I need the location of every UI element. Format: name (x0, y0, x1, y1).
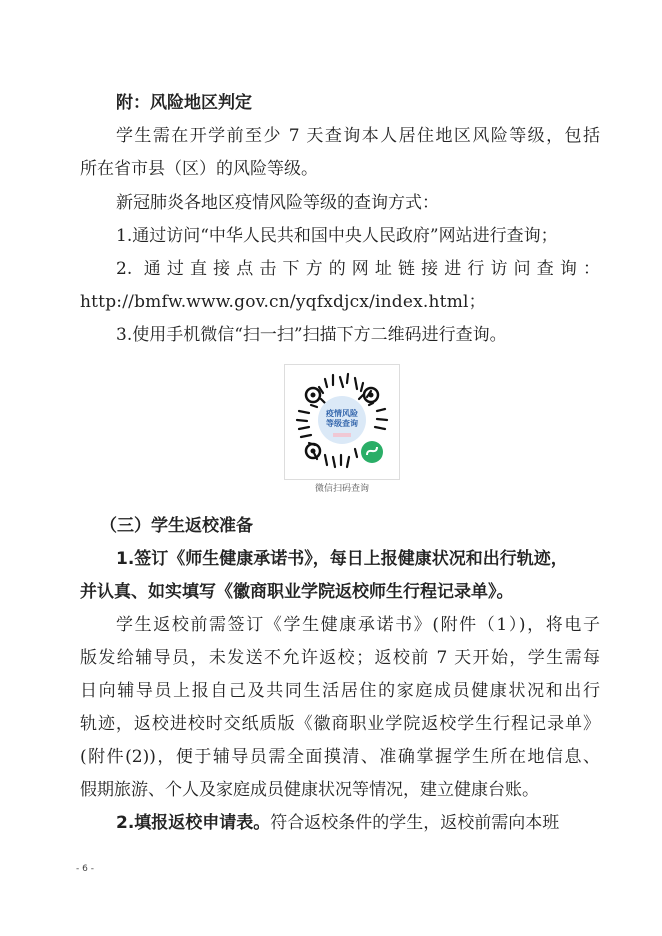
section3-item2-title: 2.填报返校申请表。 (116, 813, 271, 833)
appendix-heading: 附：风险地区判定 (116, 93, 252, 113)
appendix-para2: 新冠肺炎各地区疫情风险等级的查询方式： (116, 193, 439, 213)
svg-text:疫情风险: 疫情风险 (326, 409, 358, 418)
section3-para-line: (附件(2))，便于辅导员需全面摸清、准确掌握学生所在地信息、 (80, 747, 600, 767)
section3-para-line: 日向辅导员上报自己及共同生活居住的家庭成员健康状况和出行 (80, 681, 600, 701)
appendix-para1-line1: 学生需在开学前至少 7 天查询本人居住地区风险等级，包括 (116, 126, 600, 146)
appendix-item1: 1.通过访问“中华人民共和国中央人民政府”网站进行查询； (116, 226, 558, 246)
section3-item1-line1: 1.签订《师生健康承诺书》，每日上报健康状况和出行轨迹， (116, 549, 568, 569)
section3-para-line: 假期旅游、个人及家庭成员健康状况等情况，建立健康台账。 (80, 780, 539, 800)
page-number: - 6 - (76, 864, 94, 874)
section3-para-line: 版发给辅导员，未发送不允许返校；返校前 7 天开始，学生需每 (80, 648, 600, 668)
appendix-para1-line2: 所在省市县（区）的风险等级。 (80, 159, 318, 179)
section3-item1-line2: 并认真、如实填写《徽商职业学院返校师生行程记录单》。 (80, 582, 514, 602)
section3-item2-text: 符合返校条件的学生，返校前需向本班 (270, 813, 560, 833)
query-url-link[interactable]: http://bmfw.www.gov.cn/yqfxdjcx/index.html； (80, 292, 486, 312)
section3-heading: （三）学生返校准备 (100, 516, 253, 536)
appendix-item3: 3.使用手机微信“扫一扫”扫描下方二维码进行查询。 (116, 325, 507, 345)
section3-item2 (116, 812, 600, 834)
appendix-item2: 2. 通过直接点击下方的网址链接进行访问查询： (116, 259, 600, 279)
qr-code (284, 364, 400, 480)
qr-code-icon (285, 365, 399, 479)
section3-para-line: 学生返校前需签订《学生健康承诺书》(附件（1）)，将电子 (116, 615, 600, 635)
qr-caption: 微信扫码查询 (314, 484, 369, 494)
svg-text:等级查询: 等级查询 (326, 419, 358, 428)
section3-para-line: 轨迹，返校进校时交纸质版《徽商职业学院返校学生行程记录单》 (80, 714, 600, 734)
